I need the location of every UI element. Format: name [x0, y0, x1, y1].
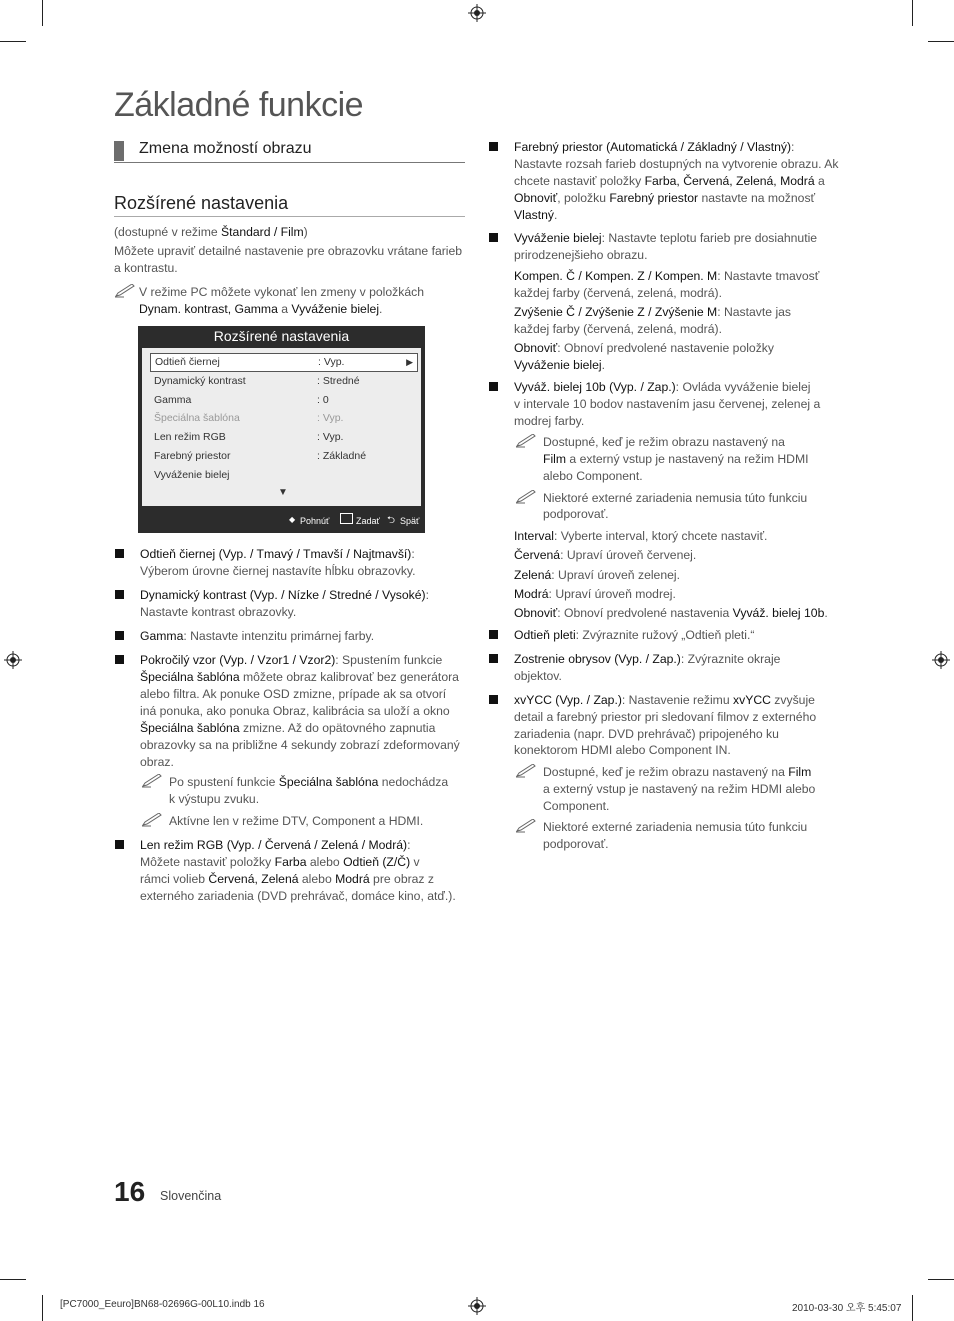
note-pencil-icon [515, 764, 537, 778]
text: : Zvýraznite okraje [680, 652, 781, 666]
text-bold: Zostrenie obrysov (Vyp. / Zap.) [514, 652, 681, 666]
bullet-text: obrazovky sa na približne 4 sekundy zobrazí zdeformovaný [140, 738, 460, 752]
note-text: Aktívne len v režime DTV, Component a HDMI. [169, 814, 424, 828]
text-bold: Farebný priestor [609, 191, 699, 205]
bullet-text [140, 871, 434, 888]
text-bold: Štandard / Film [221, 225, 304, 239]
text: a [814, 174, 825, 188]
text: . [601, 358, 606, 372]
crop-mark [928, 1279, 954, 1280]
text: nedochádza [378, 775, 449, 789]
bullet-text [140, 669, 459, 686]
bullet-text [514, 340, 774, 357]
bullet-text: detail a farebný priestor pri sledovaní filmov z externého [514, 710, 817, 724]
bullet-text [140, 587, 429, 604]
text-bold: Vyváženie bielej [514, 231, 602, 245]
text-bold: Červená [514, 548, 561, 562]
note-text: Niektoré externé zariadenia nemusia túto funkciu [543, 820, 808, 834]
text-bold: Pokročilý vzor (Vyp. / Vzor1 / Vzor2) [140, 653, 336, 667]
intro-note [139, 301, 382, 318]
section-heading [114, 139, 465, 163]
bullet-text: Výberom úrovne čiernej nastavíte hĺbku obrazovky. [140, 564, 416, 578]
subsection-label: Rozšírené nastavenia [114, 193, 289, 213]
bullet-text: konektorom HDMI alebo Component IN. [514, 743, 731, 757]
osd-row-value: : Vyp. [317, 412, 344, 424]
text: Po spustení funkcie [169, 775, 279, 789]
bullet-text [514, 605, 828, 622]
text: môžete obraz kalibrovať bez generátora [239, 670, 459, 684]
text: : Upraví úroveň zelenej. [551, 568, 680, 582]
text-bold: Farba [274, 855, 307, 869]
page-title: Základné funkcie [114, 86, 364, 124]
text-bold: Obnoviť [514, 341, 558, 355]
bullet-text: každej farby (červená, zelená, modrá). [514, 322, 722, 336]
bullet [115, 549, 124, 558]
bullet-text [514, 230, 817, 247]
text-bold: Farebný priestor (Automatická / Základný / Vlastný) [514, 140, 792, 154]
text-bold: Kompen. Č / Kompen. Z / Kompen. M [514, 269, 718, 283]
note-text: Niektoré externé zariadenia nemusia túto funkciu [543, 491, 808, 505]
osd-row-label: Odtieň čiernej [155, 356, 220, 368]
text: (dostupné v režime [114, 225, 222, 239]
bullet-text [140, 546, 415, 563]
text: a [277, 302, 292, 316]
crop-mark [0, 41, 26, 42]
text: ) [303, 225, 308, 239]
osd-panel [142, 348, 421, 506]
text-bold: Dynamický kontrast (Vyp. / Nízke / Stredné / Vysoké) [140, 588, 426, 602]
bullet-text: objektov. [514, 669, 562, 683]
bullet-text [514, 357, 605, 374]
text: , položku [557, 191, 610, 205]
bullet-text: Nastavte kontrast obrazovky. [140, 605, 297, 619]
bullet [115, 631, 124, 640]
osd-row-label: Špeciálna šablóna [154, 412, 240, 424]
bullet-text [514, 692, 815, 709]
text-bold: Modrá [335, 872, 370, 886]
osd-row-value: : Stredné [317, 375, 360, 387]
text-bold: Špeciálna šablóna [140, 721, 240, 735]
osd-row [150, 448, 416, 465]
osd-row-value: : Vyp. [317, 431, 344, 443]
page-number: 16 [114, 1176, 146, 1207]
crop-mark [928, 41, 954, 42]
text-bold: Špeciálna šablóna [140, 670, 240, 684]
text: : [407, 838, 411, 852]
text: : Upraví úroveň modrej. [548, 587, 676, 601]
bullet-text [514, 190, 815, 207]
note-text: alebo Component. [543, 469, 643, 483]
intro-note: V režime PC môžete vykonať len zmeny v položkách [139, 285, 425, 299]
text-bold: Vyváženie bielej [291, 302, 380, 316]
bullet-text [140, 837, 411, 854]
osd-row-label: Farebný priestor [154, 450, 231, 462]
bullet-text: v intervale 10 bodov nastavením jasu červenej, zelenej a [514, 397, 821, 411]
text: : Nastavenie režimu [621, 693, 733, 707]
osd-row [150, 410, 416, 427]
text-bold: xvYCC [733, 693, 771, 707]
bullet-text [514, 173, 825, 190]
text: : [411, 547, 415, 561]
text: : Nastavte intenzitu primárnej farby. [183, 629, 375, 643]
text: : Zvýraznite ružový „Odtieň pleti.“ [575, 628, 755, 642]
text: : Obnoví predvolené nastavenie položky [557, 341, 774, 355]
text: zmizne. Až do opätovného zapnutia [239, 721, 436, 735]
print-file-info: [PC7000_Eeuro]BN68-02696G-00L10.indb 16 [60, 1299, 265, 1310]
text-bold: Špeciálna šablóna [278, 775, 379, 789]
text: . [379, 302, 383, 316]
note-pencil-icon [515, 819, 537, 833]
bullet-text [514, 304, 791, 321]
move-icon: ◆ [289, 515, 296, 524]
bullet-text [140, 652, 442, 669]
osd-enter-label: Zadať [356, 516, 380, 526]
intro-text: Môžete upraviť detailné nastavenie pre obrazovku vrátane farieb [114, 244, 463, 258]
bullet [115, 590, 124, 599]
text-bold: Interval [514, 529, 554, 543]
osd-row-value: : 0 [317, 394, 329, 406]
osd-row-value: : Vyp. [318, 356, 345, 368]
text: : Vyberte interval, ktorý chcete nastaviť. [553, 529, 768, 543]
text-bold: Červená, Zelená [208, 872, 299, 886]
osd-footer [138, 508, 425, 533]
osd-row-value: : Základné [317, 450, 367, 462]
osd-menu-screenshot [138, 326, 425, 533]
text: rámci volieb [140, 872, 209, 886]
text-bold: Zvýšenie Č / Zvýšenie Z / Zvýšenie M [514, 305, 718, 319]
note-pencil-icon [141, 813, 163, 827]
page-language: Slovenčina [160, 1189, 222, 1203]
osd-row [150, 429, 416, 446]
text: : Nastavte jas [717, 305, 792, 319]
osd-row [150, 467, 416, 484]
bullet-text [514, 139, 794, 156]
bullet [489, 695, 498, 704]
text-bold: Vlastný [514, 208, 554, 222]
note-pencil-icon [141, 774, 163, 788]
bullet [115, 655, 124, 664]
osd-row [150, 373, 416, 390]
text-bold: Vyváženie bielej [514, 358, 602, 372]
bullet-text [140, 628, 374, 645]
text-bold: Vyváž. bielej 10b [732, 606, 825, 620]
note-text [543, 764, 811, 781]
crop-mark [42, 0, 43, 26]
text: : Nastavte tmavosť [717, 269, 820, 283]
bullet-text [514, 528, 767, 545]
note-text: podporovať. [543, 507, 609, 521]
bullet [489, 142, 498, 151]
text: Dostupné, keď je režim obrazu nastavený na [543, 765, 789, 779]
osd-row-label: Len režim RGB [154, 431, 226, 443]
section-title: Zmena možností obrazu [139, 140, 312, 157]
osd-row [150, 392, 416, 409]
bullet [489, 382, 498, 391]
osd-back-label: Späť [400, 516, 420, 526]
bullet-text: Nastavte rozsah farieb dostupných na vytvorenie obrazu. Ak [514, 157, 839, 171]
bullet-text: každej farby (červená, zelená, modrá). [514, 286, 722, 300]
text-bold: Obnoviť [514, 191, 558, 205]
bullet [115, 840, 124, 849]
arrow-right-icon: ▶ [406, 357, 413, 367]
osd-row-label: Dynamický kontrast [154, 375, 246, 387]
text-bold: Modrá [514, 587, 549, 601]
note-pencil-icon [515, 490, 537, 504]
bullet-text: prirodzenejšieho obrazu. [514, 248, 648, 262]
text-bold: Gamma [140, 629, 184, 643]
bullet-text [514, 379, 810, 396]
print-date-info: 2010-03-30 오후 5:45:07 [792, 1303, 902, 1314]
note-pencil-icon [114, 284, 136, 298]
bullet [489, 233, 498, 242]
section-marker [114, 141, 124, 161]
subsection-title [114, 193, 465, 217]
text-bold: Film [788, 765, 812, 779]
intro-text: a kontrastu. [114, 261, 178, 275]
return-icon: ⮌ [387, 515, 396, 526]
bullet [489, 630, 498, 639]
crop-mark [0, 1279, 26, 1280]
text-bold: Odtieň čiernej (Vyp. / Tmavý / Tmavší / Najtmavší) [140, 547, 412, 561]
bullet-text [514, 207, 557, 224]
text: chcete nastaviť položky [514, 174, 645, 188]
text: nastavte na možnosť [698, 191, 816, 205]
registration-mark-icon [932, 651, 950, 669]
text-bold: Farba, Červená, Zelená, Modrá [644, 174, 815, 188]
note-text [169, 774, 448, 791]
text: a externý vstup je nastavený na režim HDMI [566, 452, 809, 466]
text-bold: Vyváž. bielej 10b (Vyp. / Zap.) [514, 380, 676, 394]
text: . [824, 606, 828, 620]
enter-icon [340, 513, 353, 524]
note-pencil-icon [515, 434, 537, 448]
note-text: Component. [543, 799, 610, 813]
crop-mark [912, 1295, 913, 1321]
text-bold: Obnoviť [514, 606, 558, 620]
text: : Upraví úroveň červenej. [560, 548, 697, 562]
bullet-text [514, 586, 676, 603]
osd-row [150, 353, 418, 372]
crop-mark [912, 0, 913, 26]
bullet-text [514, 627, 754, 644]
text: : [425, 588, 429, 602]
bullet-text [514, 567, 680, 584]
bullet-text [140, 854, 420, 871]
crop-mark [42, 1295, 43, 1321]
osd-move-label: Pohnúť [300, 516, 330, 526]
text-bold: Odtieň pleti [514, 628, 576, 642]
osd-title: Rozšírené nastavenia [213, 328, 350, 344]
text-bold: Zelená [514, 568, 552, 582]
text: : Nastavte teplotu farieb pre dosiahnutie [601, 231, 818, 245]
bullet-text: iná ponuka, ako ponuka Obraz, kalibrácia sa uloží a okno [140, 704, 450, 718]
arrow-down-icon: ▼ [278, 487, 288, 498]
text: : Obnoví predvolené nastavenia [557, 606, 733, 620]
note-text: k výstupu zvuku. [169, 792, 260, 806]
bullet-text: zariadenia (napr. DVD prehrávač) pripojeného ku [514, 727, 779, 741]
bullet-text: modrej farby. [514, 414, 585, 428]
text-bold: Film [543, 452, 567, 466]
text: . [553, 208, 558, 222]
text: v [410, 855, 420, 869]
text: alebo [298, 872, 336, 886]
bullet-text: obraz. [140, 755, 174, 769]
text: alebo [306, 855, 344, 869]
osd-row-label: Gamma [154, 394, 192, 406]
text: : [791, 140, 795, 154]
text-bold: Odtieň (Z/Č) [343, 855, 411, 869]
bullet-text [140, 720, 435, 737]
text: : Ovláda vyváženie bielej [675, 380, 811, 394]
bullet-text [514, 651, 780, 668]
bullet-text: externého zariadenia (DVD prehrávač, domáce kino, atď.). [140, 889, 456, 903]
text-bold: Dynam. kontrast, Gamma [139, 302, 278, 316]
note-text: Dostupné, keď je režim obrazu nastavený na [543, 435, 785, 449]
registration-mark-icon [468, 4, 486, 22]
registration-mark-icon [4, 651, 22, 669]
text: : Spustením funkcie [335, 653, 443, 667]
bullet-text [514, 547, 696, 564]
text: pre obraz z [369, 872, 435, 886]
text-bold: Len režim RGB (Vyp. / Červená / Zelená / Modrá) [140, 838, 408, 852]
osd-row-label: Vyváženie bielej [154, 469, 230, 481]
text: zvyšuje [770, 693, 815, 707]
bullet [489, 654, 498, 663]
note-text: a externý vstup je nastavený na režim HDMI alebo [543, 782, 816, 796]
bullet-text [514, 268, 819, 285]
registration-mark-icon [468, 1297, 486, 1315]
bullet-text: alebo filtra. Ak ponuke OSD zmizne, prípade ak sa otvorí [140, 687, 447, 701]
intro-availability [114, 224, 308, 241]
text: Môžete nastaviť položky [140, 855, 275, 869]
note-text [543, 451, 809, 468]
note-text: podporovať. [543, 837, 609, 851]
text-bold: xvYCC (Vyp. / Zap.) [514, 693, 622, 707]
